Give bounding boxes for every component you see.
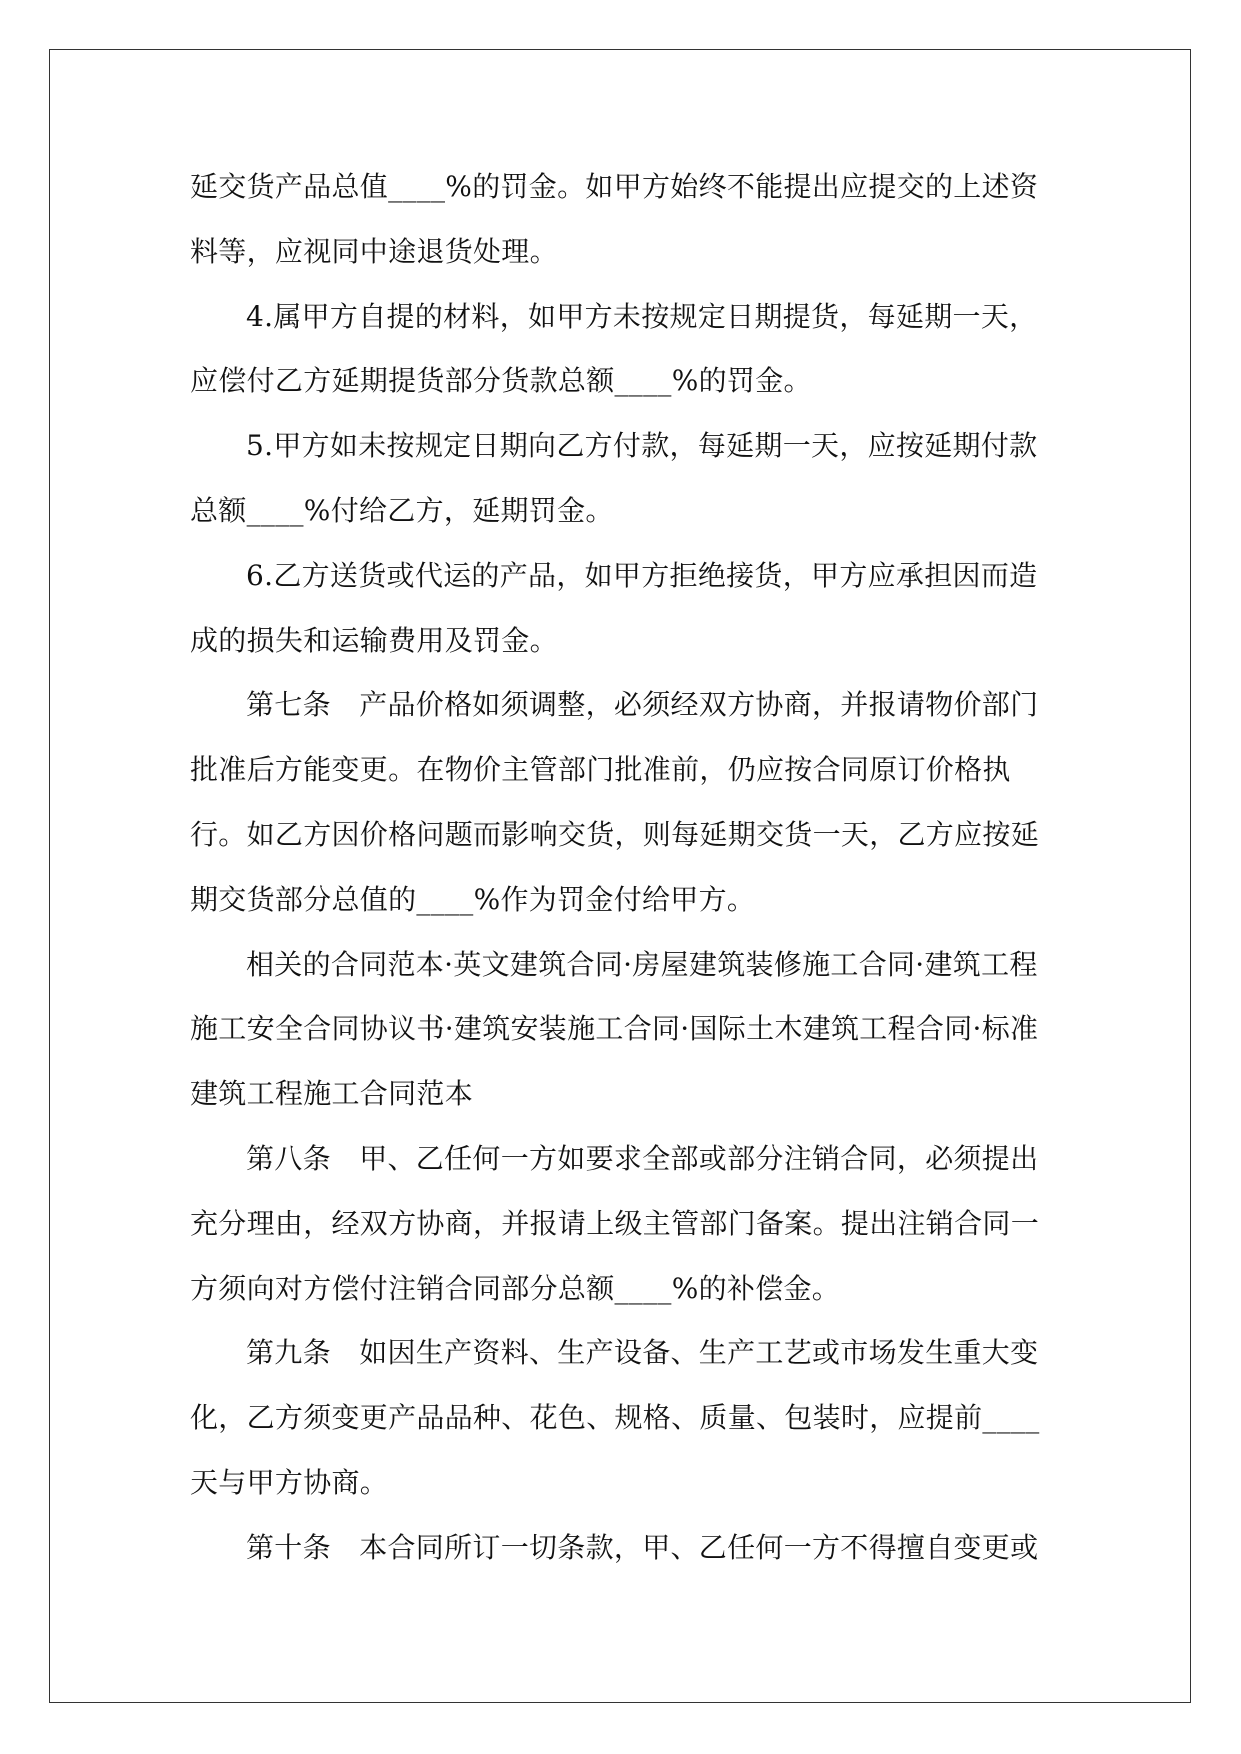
paragraph-clause-4: 4.属甲方自提的材料，如甲方未按规定日期提货，每延期一天，应偿付乙方延期提货部分货款总额____%的罚金。 <box>190 299 1038 398</box>
paragraph-clause-5: 5.甲方如未按规定日期向乙方付款，每延期一天，应按延期付款总额____%付给乙方，延期罚金。 <box>190 429 1038 527</box>
paragraph-article-7: 第七条 产品价格如须调整，必须经双方协商，并报请物价部门批准后方能变更。在物价主管部门批准前，仍应按合同原订价格执行。如乙方因价格问题而影响交货，则每延期交货一天，乙方应按延期交货部分总值的____%作为罚金付给甲方。 <box>190 688 1040 916</box>
paragraph-clause-6: 6.乙方送货或代运的产品，如甲方拒绝接货，甲方应承担因而造成的损失和运输费用及罚金。 <box>190 558 1038 657</box>
paragraph-penalty-delivery: 延交货产品总值____%的罚金。如甲方始终不能提出应提交的上述资料等，应视同中途退货处理。 <box>190 170 1039 268</box>
paragraph-article-8: 第八条 甲、乙任何一方如要求全部或部分注销合同，必须提出充分理由，经双方协商，并报请上级主管部门备案。提出注销合同一方须向对方偿付注销合同部分总额____%的补偿金。 <box>190 1141 1040 1305</box>
document-body <box>190 155 1050 1581</box>
paragraph-article-10: 第十条 本合同所订一切条款，甲、乙任何一方不得擅自变更或 <box>246 1530 1039 1564</box>
paragraph-article-9: 第九条 如因生产资料、生产设备、生产工艺或市场发生重大变化，乙方须变更产品品种、花色、规格、质量、包装时，应提前____天与甲方协商。 <box>190 1336 1040 1499</box>
paragraph-related-templates: 相关的合同范本·英文建筑合同·房屋建筑装修施工合同·建筑工程施工安全合同协议书·建筑安装施工合同·国际土木建筑工程合同·标准建筑工程施工合同范本 <box>190 947 1039 1111</box>
